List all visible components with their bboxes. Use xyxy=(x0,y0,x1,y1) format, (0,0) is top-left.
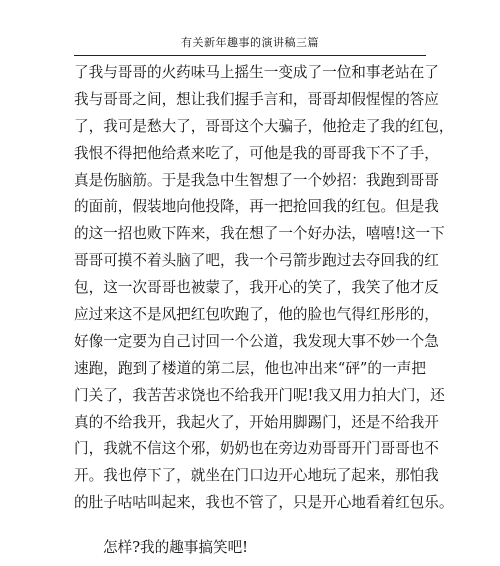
body-line: 的面前，假装地向他投降，再一把抢回我的红包。但是我 xyxy=(74,198,439,216)
body-line: 哥哥可摸不着头脑了吧，我一个弓箭步跑过去夺回我的红 xyxy=(74,252,439,270)
body-line: 了我与哥哥的火药味马上摇生一变成了一位和事老站在了 xyxy=(74,64,439,81)
body-line: 应过来这不是风把红包吹跑了，他的脸也气得红彤彤的， xyxy=(74,306,439,324)
body-line: 门关了，我苦苦求饶也不给我开门呢!我又用力拍大门，还 xyxy=(74,386,445,404)
body-line: 的这一招也败下阵来，我在想了一个好办法，嘻嘻!这一下 xyxy=(74,225,445,243)
body-line: 真是伤脑筋。于是我急中生智想了一个妙招：我跑到哥哥 xyxy=(74,171,439,189)
document-body xyxy=(74,60,454,517)
body-line: 我与哥哥之间，想让我们握手言和，哥哥却假惺惺的答应 xyxy=(74,90,439,108)
body-line: 开。我也停下了，就坐在门口边开心地玩了起来，那怕我 xyxy=(74,467,439,485)
header-divider xyxy=(74,55,426,56)
body-line: 我恨不得把他给煮来吃了，可他是我的哥哥我下不了手， xyxy=(74,144,439,162)
body-line: 的肚子咕咕叫起来，我也不管了，只是开心地看着红包乐。 xyxy=(74,494,454,512)
body-line: 门，我就不信这个邪，奶奶也在旁边劝哥哥开门哥哥也不 xyxy=(74,440,439,458)
body-line: 真的不给我开，我起火了，开始用脚踢门，还是不给我开 xyxy=(74,413,439,431)
body-line: 包，这一次哥哥也被蒙了，我开心的笑了，我笑了他才反 xyxy=(74,279,439,297)
body-line: 了，我可是愁大了，哥哥这个大骗子，他抢走了我的红包， xyxy=(74,117,454,135)
body-line: 好像一定要为自己讨回一个公道，我发现大事不妙一个急 xyxy=(74,332,439,350)
page-header-title: 有关新年趣事的演讲稿三篇 xyxy=(181,36,319,49)
body-line: 速跑，跑到了楼道的第二层，他也冲出来“砰”的一声把 xyxy=(74,359,426,377)
closing-line: 怎样?我的趣事搞笑吧! xyxy=(103,539,249,556)
